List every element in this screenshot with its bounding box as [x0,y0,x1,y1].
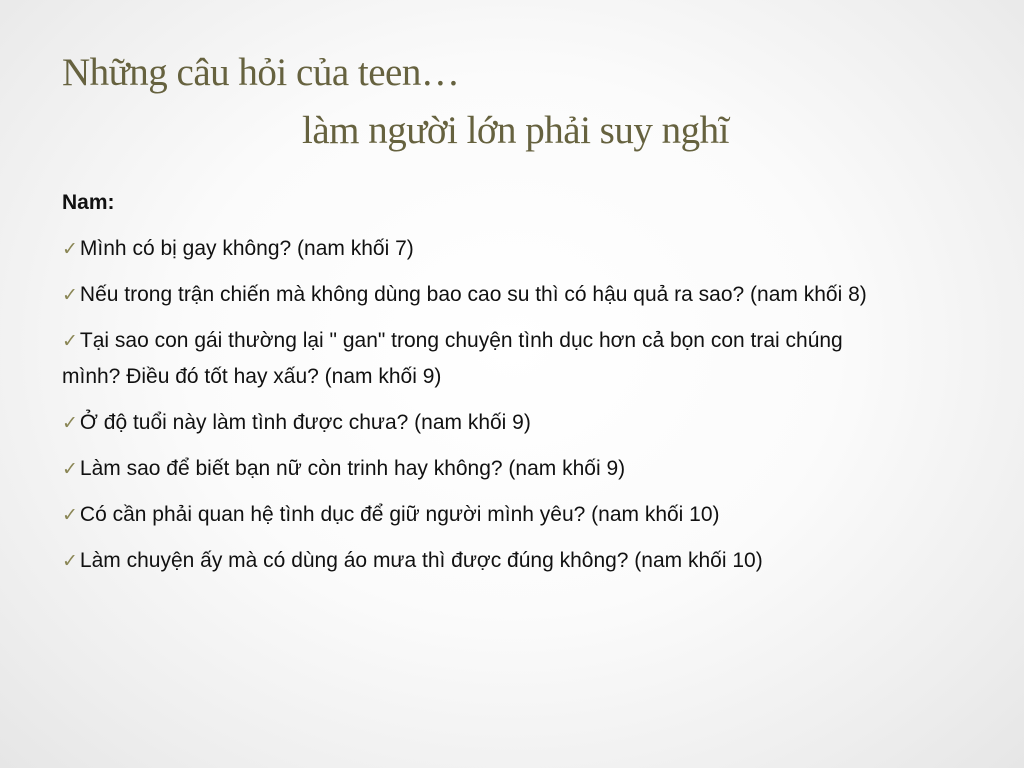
list-item [62,543,892,579]
list-item-text: Ở độ tuổi này làm tình được chưa? (nam khối 9) [79,411,531,434]
list-item [62,323,892,395]
list-item-text: Tại sao con gái thường lại " gan" trong chuyện tình dục hơn cả bọn con trai chúng mình? Điều đó tốt hay xấu? (nam khối 9) [62,329,843,388]
list-item-text: Nếu trong trận chiến mà không dùng bao cao su thì có hậu quả ra sao? (nam khối 8) [79,283,867,306]
checkmark-icon: ✓ [62,284,78,306]
title-line-2: làm người lớn phải suy nghĩ [302,109,729,152]
checkmark-icon: ✓ [62,412,78,434]
list-item-text: Có cần phải quan hệ tình dục để giữ người mình yêu? (nam khối 10) [79,503,720,526]
list-item-text: Mình có bị gay không? (nam khối 7) [79,237,414,260]
checkmark-icon: ✓ [62,550,78,572]
list-item [62,405,892,441]
checkmark-icon: ✓ [62,330,78,352]
list-item [62,497,892,533]
list-item [62,277,892,313]
list-item [62,451,892,487]
title-line-1: Những câu hỏi của teen… [62,51,460,94]
checkmark-icon: ✓ [62,458,78,480]
question-list [62,231,892,579]
checkmark-icon: ✓ [62,238,78,260]
list-item-text: Làm sao để biết bạn nữ còn trinh hay không? (nam khối 9) [79,457,626,480]
section-heading: Nam: [62,191,115,214]
checkmark-icon: ✓ [62,504,78,526]
list-item-text: Làm chuyện ấy mà có dùng áo mưa thì được đúng không? (nam khối 10) [79,549,763,572]
slide-body [62,185,892,589]
slide-title [62,44,962,160]
list-item [62,231,892,267]
